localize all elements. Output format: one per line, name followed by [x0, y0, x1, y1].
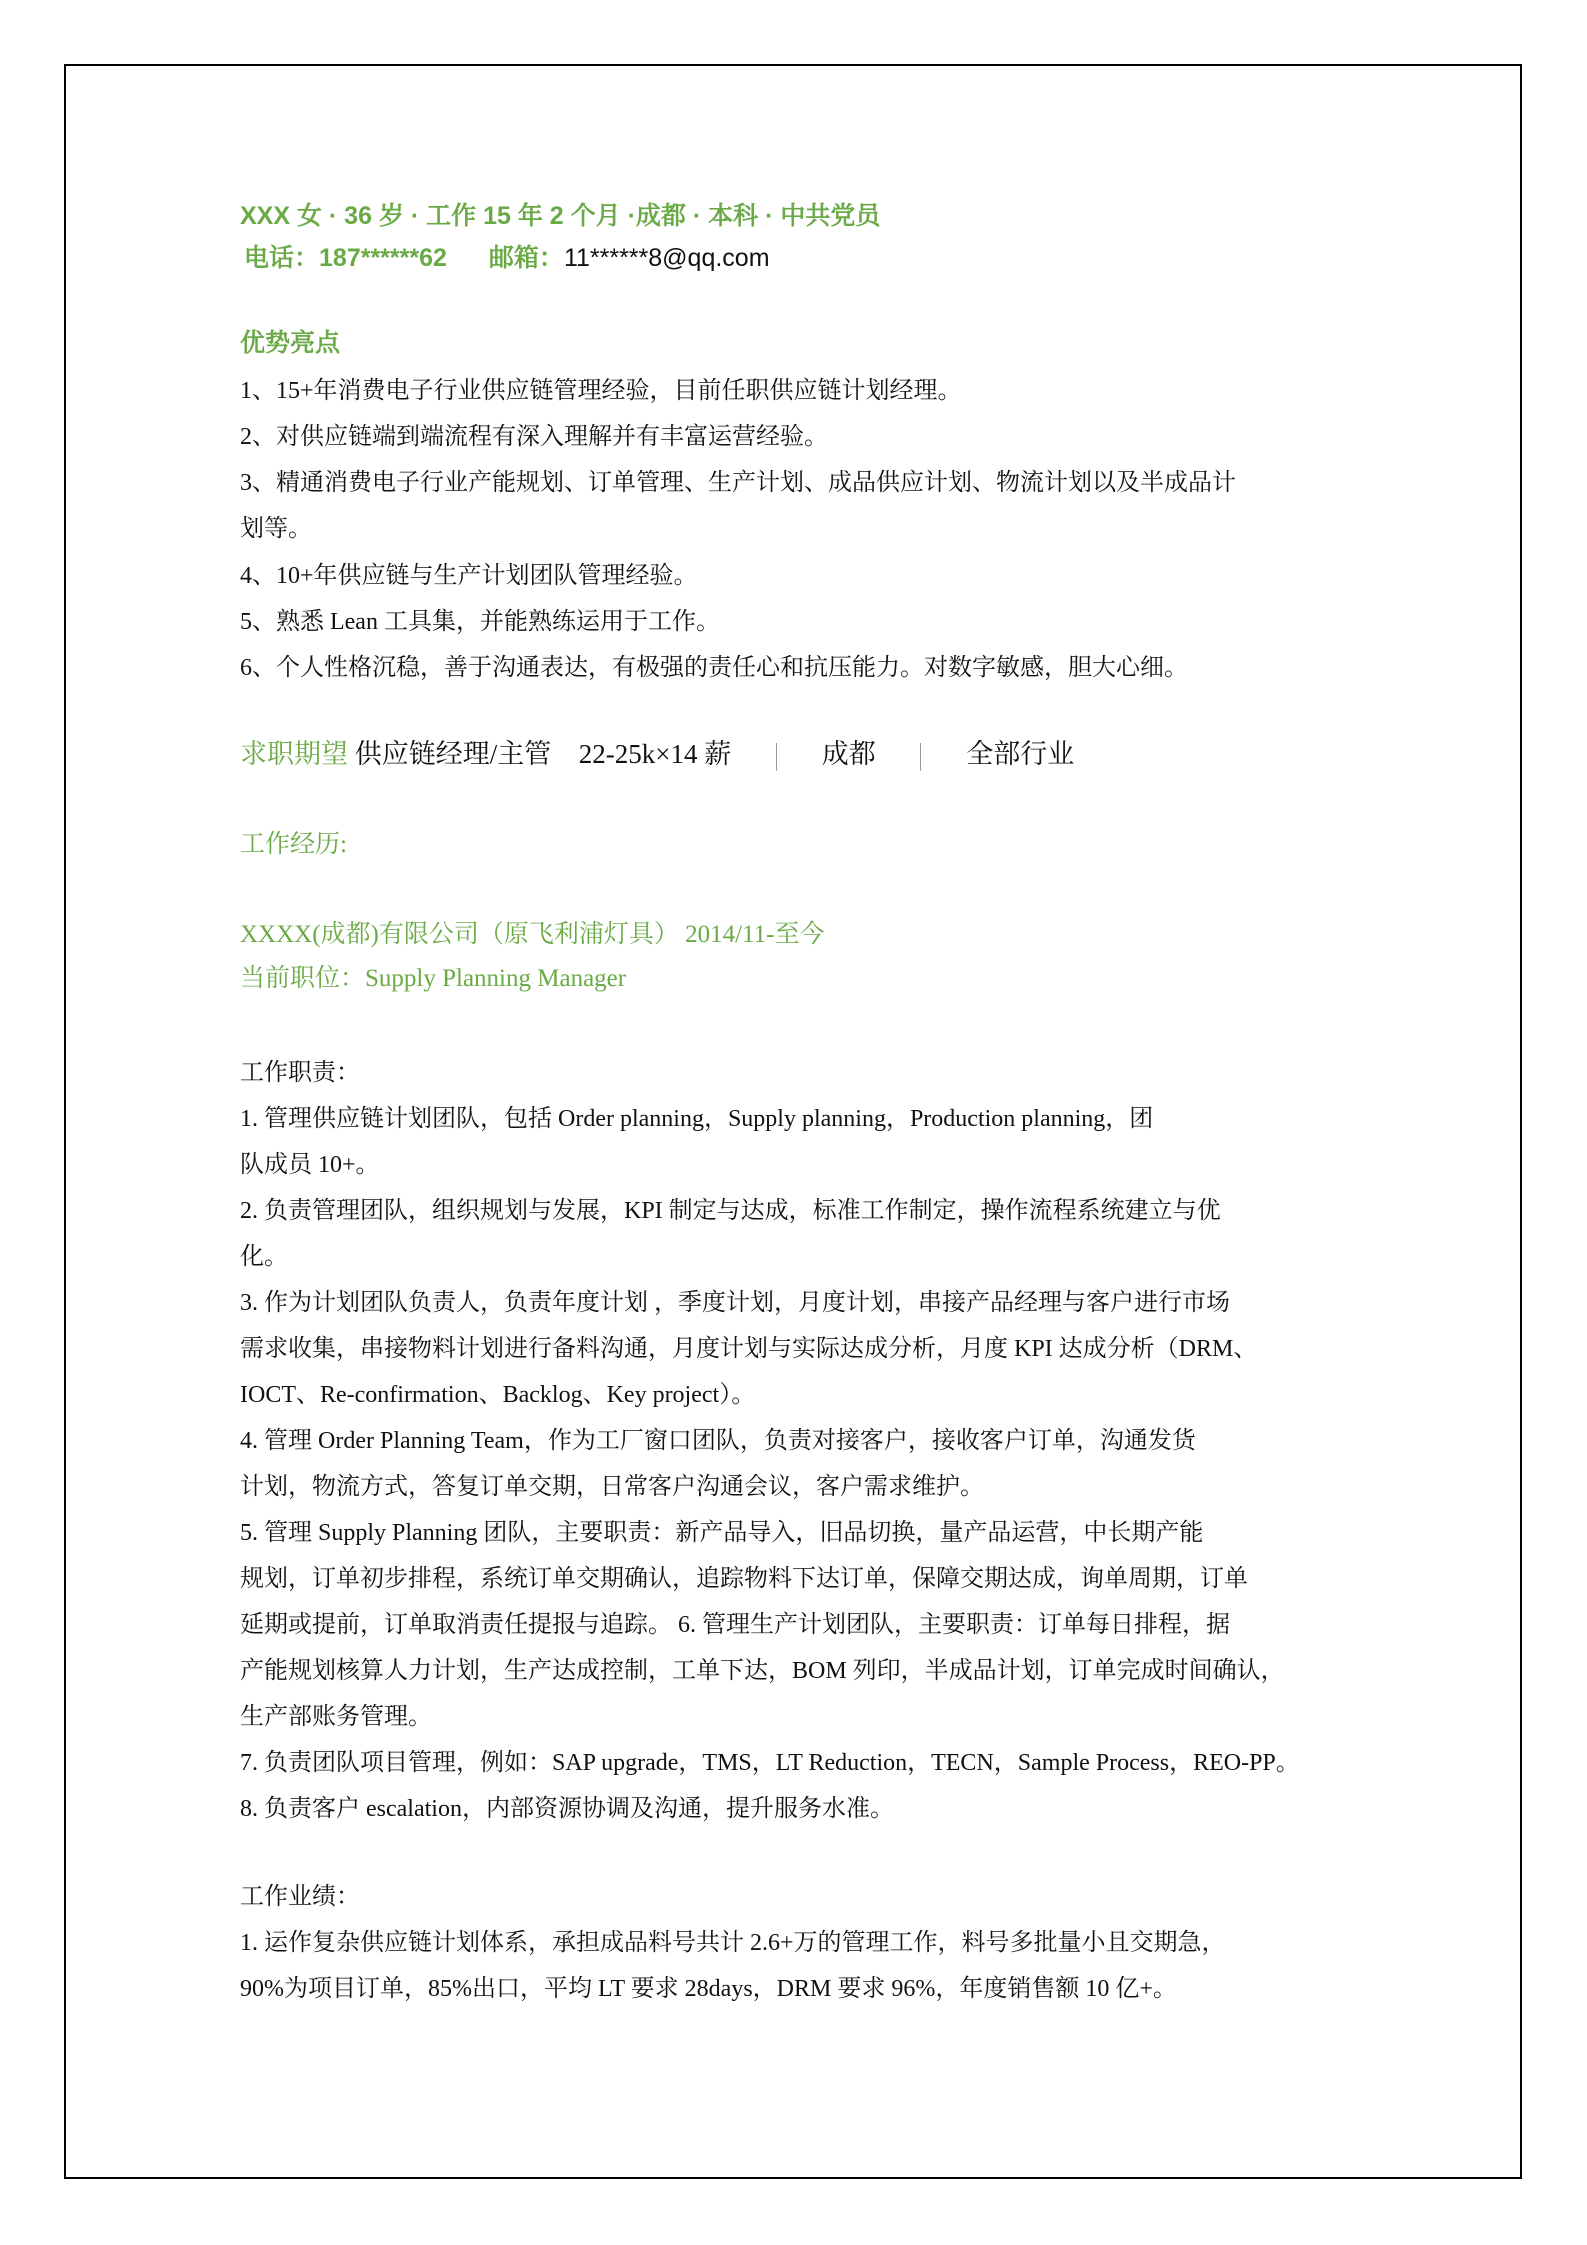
expectation-industry: 全部行业: [966, 739, 1075, 769]
basic-info: XXX 女 · 36 岁 · 工作 15 年 2 个月 ·成都 · 本科 · 中共党员: [240, 202, 881, 230]
duty-line: 需求收集，串接物料计划进行备料沟通，月度计划与实际达成分析，月度 KPI 达成分析（DRM、: [240, 1336, 1258, 1362]
expectation-position: 供应链经理/主管: [354, 739, 552, 769]
highlight-line: 4、10+年供应链与生产计划团队管理经验。: [240, 563, 698, 589]
divider: [776, 743, 777, 771]
job-expectation: [240, 732, 1074, 771]
highlights-title: 优势亮点: [240, 329, 341, 357]
duty-line: 计划，物流方式，答复订单交期，日常客户沟通会议，客户需求维护。: [240, 1474, 984, 1500]
duty-line: 延期或提前，订单取消责任提报与追踪。 6. 管理生产计划团队，主要职责：订单每日排程，据: [240, 1612, 1230, 1638]
phone-label: 电话：: [244, 244, 320, 272]
highlight-line: 3、精通消费电子行业产能规划、订单管理、生产计划、成品供应计划、物流计划以及半成品计: [240, 470, 1236, 496]
achievement-line: 1. 运作复杂供应链计划体系，承担成品料号共计 2.6+万的管理工作，料号多批量小且交期急，: [240, 1930, 1226, 1956]
phone-number: 187******62: [319, 244, 447, 272]
expectation-city: 成都: [821, 739, 876, 769]
achievement-line: 90%为项目订单，85%出口，平均 LT 要求 28days，DRM 要求 96%，年度销售额 10 亿+。: [240, 1976, 1177, 2002]
highlight-line: 2、对供应链端到端流程有深入理解并有丰富运营经验。: [240, 424, 828, 450]
duty-line: 队成员 10+。: [240, 1152, 380, 1178]
duty-line: 3. 作为计划团队负责人，负责年度计划 ，季度计划，月度计划，串接产品经理与客户进行市场: [240, 1290, 1230, 1316]
duty-line: 生产部账务管理。: [240, 1704, 432, 1730]
duty-line: 4. 管理 Order Planning Team，作为工厂窗口团队，负责对接客户，接收客户订单，沟通发货: [240, 1428, 1196, 1454]
contact-info: [244, 238, 770, 274]
achievements-title: 工作业绩：: [240, 1884, 360, 1910]
expectation-salary: 22-25k×14 薪: [578, 739, 732, 769]
company-line: XXXX(成都)有限公司（原飞利浦灯具） 2014/11-至今: [240, 921, 825, 948]
position-line: 当前职位：Supply Planning Manager: [240, 965, 627, 992]
highlight-line: 5、熟悉 Lean 工具集，并能熟练运用于工作。: [240, 609, 720, 635]
expectation-label: 求职期望: [240, 739, 348, 769]
divider: [920, 743, 921, 771]
duty-line: IOCT、Re-confirmation、Backlog、Key project）。: [240, 1382, 756, 1408]
duty-line: 化。: [240, 1244, 288, 1270]
email-label: 邮箱：: [488, 244, 564, 272]
duty-line: 产能规划核算人力计划，生产达成控制，工单下达，BOM 列印，半成品计划，订单完成时间确认，: [240, 1658, 1285, 1684]
highlight-line: 6、个人性格沉稳，善于沟通表达，有极强的责任心和抗压能力。对数字敏感，胆大心细。: [240, 655, 1188, 681]
email-address: 11******8@qq.com: [563, 244, 770, 272]
duties-title: 工作职责：: [240, 1060, 360, 1086]
duty-line: 5. 管理 Supply Planning 团队，主要职责：新产品导入，旧品切换，量产品运营，中长期产能: [240, 1520, 1204, 1546]
duty-line: 2. 负责管理团队，组织规划与发展，KPI 制定与达成，标准工作制定，操作流程系统建立与优: [240, 1198, 1221, 1224]
highlight-line: 划等。: [240, 516, 312, 542]
duty-line: 规划，订单初步排程，系统订单交期确认，追踪物料下达订单，保障交期达成，询单周期，订单: [240, 1566, 1248, 1592]
highlight-line: 1、15+年消费电子行业供应链管理经验，目前任职供应链计划经理。: [240, 378, 962, 404]
duty-line: 7. 负责团队项目管理，例如：SAP upgrade，TMS，LT Reduction，TECN，Sample Process，REO-PP。: [240, 1750, 1300, 1776]
experience-title: 工作经历:: [240, 831, 347, 858]
duty-line: 8. 负责客户 escalation，内部资源协调及沟通，提升服务水准。: [240, 1796, 894, 1822]
duty-line: 1. 管理供应链计划团队，包括 Order planning，Supply planning，Production planning，团: [240, 1106, 1154, 1132]
